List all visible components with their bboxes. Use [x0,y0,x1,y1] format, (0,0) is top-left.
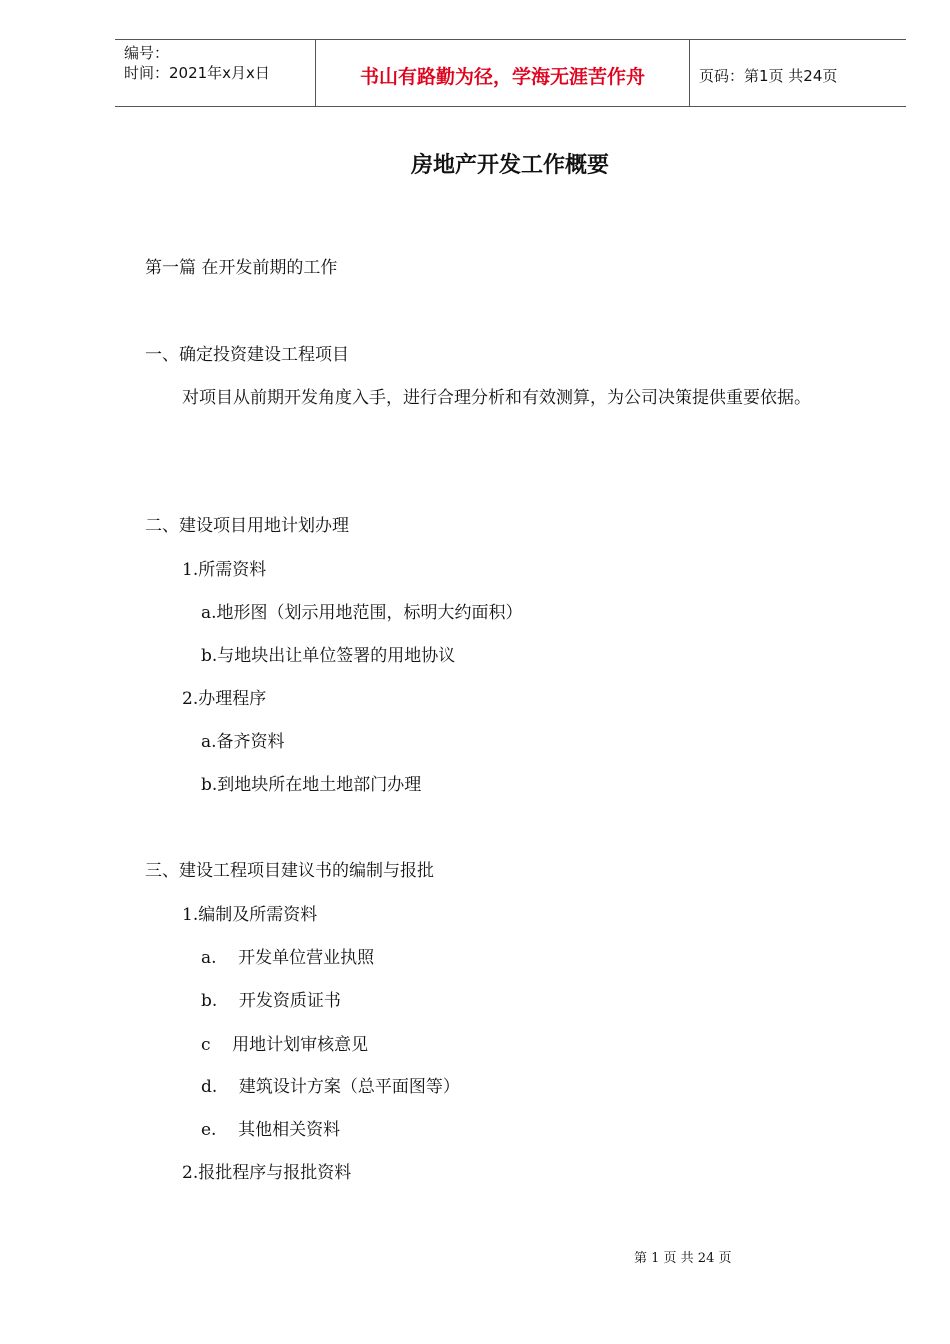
section-3-heading: 三、建设工程项目建议书的编制与报批 [145,861,434,881]
header-time: 时间：2021年x月x日 [124,64,270,82]
header-bottom-rule [115,106,906,107]
section-3-sub-1-item-e: e. 其他相关资料 [201,1120,341,1140]
header-top-rule [115,39,906,40]
section-3-sub-1-item-b: b. 开发资质证书 [201,991,341,1011]
part-heading: 第一篇 在开发前期的工作 [145,258,338,278]
section-3-sub-1-item-a: a. 开发单位营业执照 [201,948,375,968]
section-1-heading: 一、确定投资建设工程项目 [145,345,349,365]
header-divider-right [689,39,690,107]
section-2-sub-2: 2.办理程序 [182,689,267,709]
footer-page-number: 第 1 页 共 24 页 [634,1251,732,1266]
section-2-sub-1-item-a: a.地形图（划示用地范围，标明大约面积） [201,603,523,623]
header-page-number: 页码：第1页 共24页 [699,67,838,85]
section-2-heading: 二、建设项目用地计划办理 [145,516,349,536]
section-1-text: 对项目从前期开发角度入手，进行合理分析和有效测算，为公司决策提供重要依据。 [182,388,811,408]
section-3-sub-1: 1.编制及所需资料 [182,905,318,925]
header-motto: 书山有路勤为径，学海无涯苦作舟 [359,66,645,88]
section-2-sub-1: 1.所需资料 [182,560,267,580]
section-2-sub-2-item-a: a.备齐资料 [201,732,285,752]
document-title: 房地产开发工作概要 [410,153,609,178]
section-2-sub-1-item-b: b.与地块出让单位签署的用地协议 [201,646,456,666]
section-3-sub-1-item-d: d. 建筑设计方案（总平面图等） [201,1077,460,1097]
header-serial: 编号： [124,44,170,62]
section-2-sub-2-item-b: b.到地块所在地土地部门办理 [201,775,422,795]
section-3-sub-1-item-c: c 用地计划审核意见 [201,1035,369,1055]
section-3-sub-2: 2.报批程序与报批资料 [182,1163,352,1183]
